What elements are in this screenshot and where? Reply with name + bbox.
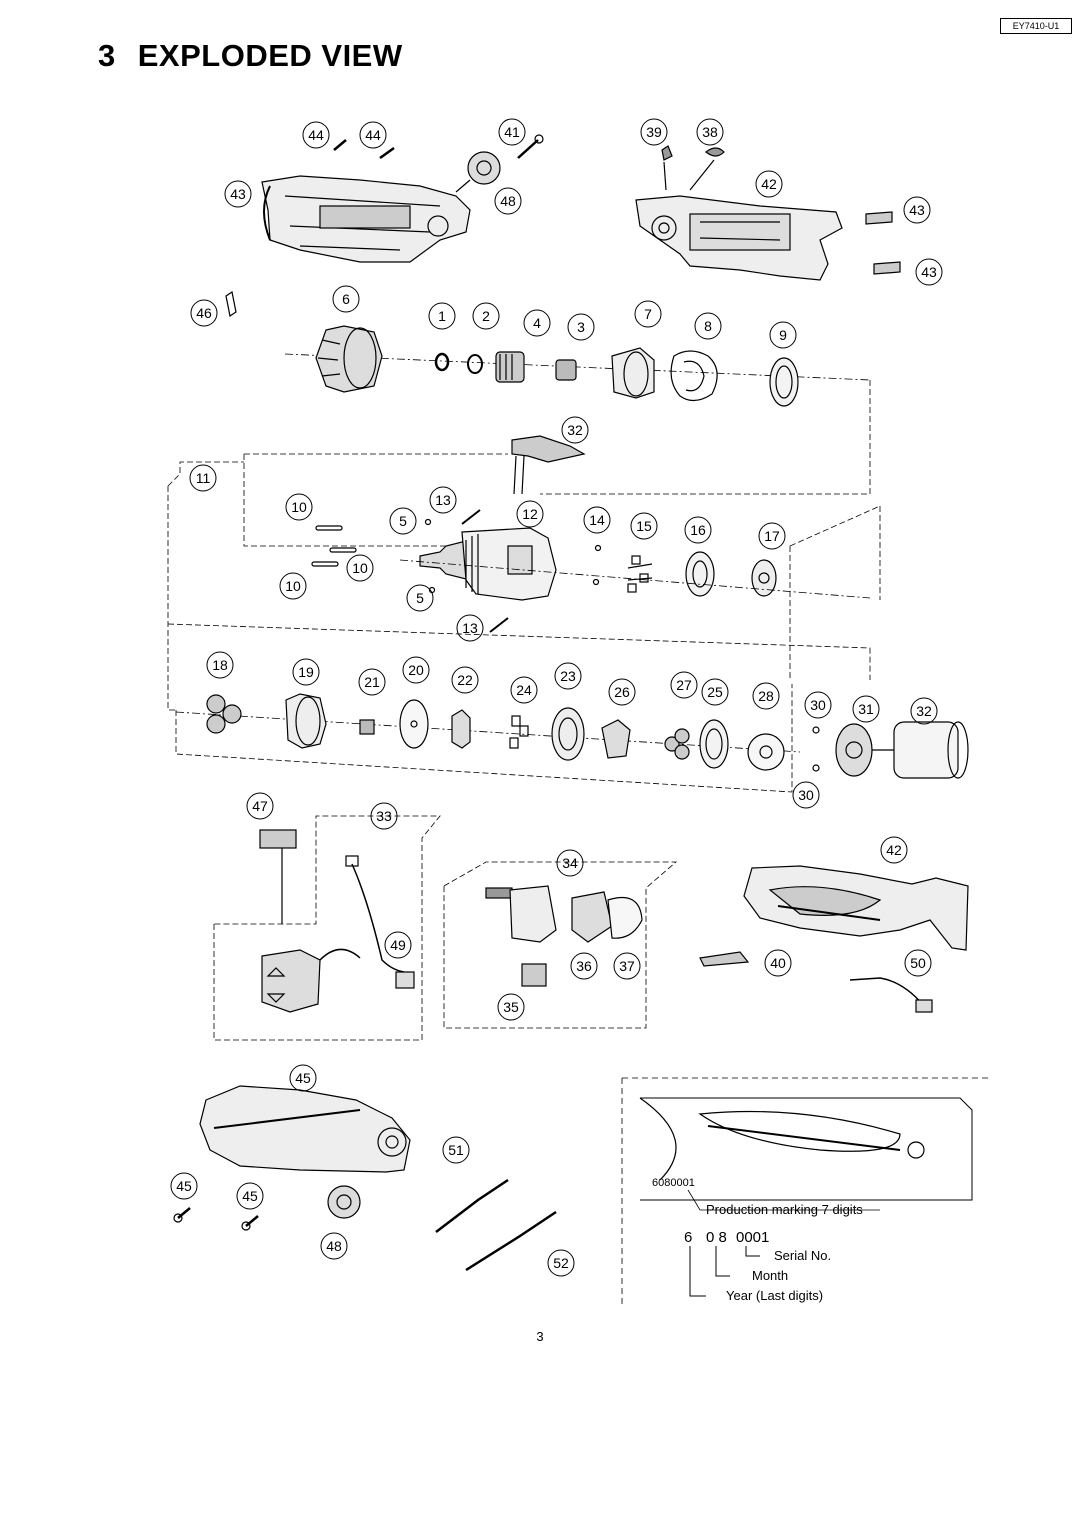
svg-text:47: 47 xyxy=(252,798,268,814)
callout xyxy=(685,517,711,543)
svg-text:45: 45 xyxy=(176,1178,192,1194)
svg-text:17: 17 xyxy=(764,528,780,544)
svg-text:43: 43 xyxy=(909,202,925,218)
callout xyxy=(557,850,583,876)
svg-text:13: 13 xyxy=(435,492,451,508)
callout xyxy=(495,188,521,214)
callout xyxy=(562,417,588,443)
svg-text:5: 5 xyxy=(399,513,407,529)
production-marking-legend xyxy=(652,1177,863,1303)
svg-text:34: 34 xyxy=(562,855,578,871)
svg-text:19: 19 xyxy=(298,664,314,680)
callout xyxy=(765,950,791,976)
callout xyxy=(524,310,550,336)
svg-text:25: 25 xyxy=(707,684,723,700)
switch-assembly-parts xyxy=(214,816,440,1040)
svg-text:13: 13 xyxy=(462,620,478,636)
callout xyxy=(452,667,478,693)
callout xyxy=(225,181,251,207)
callout xyxy=(347,555,373,581)
svg-text:44: 44 xyxy=(365,127,381,143)
production-marking-title: Production marking 7 digits xyxy=(706,1202,863,1217)
callout xyxy=(631,513,657,539)
callout xyxy=(385,932,411,958)
callout xyxy=(473,303,499,329)
callout xyxy=(881,837,907,863)
housing-bottom-part xyxy=(174,1086,556,1270)
callout xyxy=(403,657,429,683)
label-month: Month xyxy=(752,1268,789,1283)
svg-text:16: 16 xyxy=(690,522,706,538)
svg-text:42: 42 xyxy=(886,842,902,858)
callout xyxy=(635,301,661,327)
callout xyxy=(359,669,385,695)
svg-text:48: 48 xyxy=(500,193,516,209)
callout xyxy=(904,197,930,223)
svg-text:32: 32 xyxy=(916,703,932,719)
callout xyxy=(571,953,597,979)
section-title: EXPLODED VIEW xyxy=(137,38,403,73)
svg-text:49: 49 xyxy=(390,937,406,953)
callout xyxy=(853,696,879,722)
grip-parts xyxy=(700,866,968,1012)
svg-text:6: 6 xyxy=(342,291,350,307)
callout xyxy=(443,1137,469,1163)
callout xyxy=(584,507,610,533)
svg-text:5: 5 xyxy=(416,590,424,606)
svg-text:15: 15 xyxy=(636,518,652,534)
svg-text:26: 26 xyxy=(614,684,630,700)
document-code: EY7410-U1 xyxy=(1000,18,1072,34)
digits-month: 0 8 xyxy=(706,1229,727,1246)
callout xyxy=(498,994,524,1020)
svg-text:2: 2 xyxy=(482,308,490,324)
callout xyxy=(548,1250,574,1276)
digits-year: 6 xyxy=(684,1229,693,1246)
svg-text:10: 10 xyxy=(285,578,301,594)
cap-part-48 xyxy=(456,152,500,192)
callout xyxy=(390,508,416,534)
svg-text:24: 24 xyxy=(516,682,532,698)
page-number: 3 xyxy=(536,1329,544,1344)
svg-text:8: 8 xyxy=(704,318,712,334)
callout xyxy=(290,1065,316,1091)
svg-text:3: 3 xyxy=(577,319,585,335)
callout xyxy=(333,286,359,312)
svg-text:39: 39 xyxy=(646,124,662,140)
production-marking-inset xyxy=(622,1078,990,1308)
svg-text:40: 40 xyxy=(770,955,786,971)
label-year: Year (Last digits) xyxy=(726,1288,824,1303)
callout xyxy=(916,259,942,285)
svg-text:48: 48 xyxy=(326,1238,342,1254)
svg-text:4: 4 xyxy=(533,315,541,331)
svg-text:41: 41 xyxy=(504,124,520,140)
svg-text:31: 31 xyxy=(858,701,874,717)
gear-train-parts xyxy=(168,624,968,792)
callout xyxy=(641,119,667,145)
svg-text:52: 52 xyxy=(553,1255,569,1271)
callout xyxy=(499,119,525,145)
svg-text:14: 14 xyxy=(589,512,605,528)
callout xyxy=(511,677,537,703)
callout xyxy=(614,953,640,979)
svg-text:38: 38 xyxy=(702,124,718,140)
callout xyxy=(207,652,233,678)
svg-text:43: 43 xyxy=(921,264,937,280)
callout xyxy=(756,171,782,197)
callout xyxy=(430,487,456,513)
callout xyxy=(280,573,306,599)
svg-text:22: 22 xyxy=(457,672,473,688)
callout xyxy=(371,803,397,829)
callout xyxy=(457,615,483,641)
callout xyxy=(286,494,312,520)
svg-text:18: 18 xyxy=(212,657,228,673)
svg-text:45: 45 xyxy=(242,1188,258,1204)
callout xyxy=(303,122,329,148)
callout xyxy=(697,119,723,145)
callout xyxy=(759,523,785,549)
svg-text:9: 9 xyxy=(779,327,787,343)
svg-text:23: 23 xyxy=(560,668,576,684)
callout xyxy=(171,1173,197,1199)
production-sample-code: 6080001 xyxy=(652,1177,695,1189)
callout xyxy=(702,679,728,705)
label-serial: Serial No. xyxy=(774,1248,832,1263)
svg-text:43: 43 xyxy=(230,186,246,202)
svg-text:10: 10 xyxy=(291,499,307,515)
svg-text:36: 36 xyxy=(576,958,592,974)
callout xyxy=(753,683,779,709)
callout xyxy=(517,501,543,527)
svg-text:42: 42 xyxy=(761,176,777,192)
callout xyxy=(770,322,796,348)
section-number: 3 xyxy=(98,38,116,73)
svg-text:28: 28 xyxy=(758,688,774,704)
callout xyxy=(911,698,937,724)
svg-text:50: 50 xyxy=(910,955,926,971)
svg-text:21: 21 xyxy=(364,674,380,690)
svg-text:46: 46 xyxy=(196,305,212,321)
svg-text:51: 51 xyxy=(448,1142,464,1158)
svg-text:7: 7 xyxy=(644,306,652,322)
svg-text:45: 45 xyxy=(295,1070,311,1086)
callout xyxy=(429,303,455,329)
callout xyxy=(247,793,273,819)
front-assembly-parts xyxy=(285,326,870,494)
housing-left-part xyxy=(262,176,470,262)
callout xyxy=(407,585,433,611)
svg-text:37: 37 xyxy=(619,958,635,974)
svg-text:27: 27 xyxy=(676,677,692,693)
callout xyxy=(793,782,819,808)
svg-text:10: 10 xyxy=(352,560,368,576)
callout xyxy=(905,950,931,976)
callout xyxy=(695,313,721,339)
callout xyxy=(237,1183,263,1209)
callout xyxy=(360,122,386,148)
circuit-assembly-parts xyxy=(444,862,676,1028)
drive-assembly-parts xyxy=(168,436,880,710)
svg-text:32: 32 xyxy=(567,422,583,438)
svg-text:1: 1 xyxy=(438,308,446,324)
callout xyxy=(568,314,594,340)
svg-text:44: 44 xyxy=(308,127,324,143)
svg-text:30: 30 xyxy=(798,787,814,803)
callout xyxy=(805,692,831,718)
digits-serial: 0001 xyxy=(736,1229,770,1246)
callout xyxy=(190,465,216,491)
svg-text:11: 11 xyxy=(195,470,211,486)
callout xyxy=(293,659,319,685)
callout xyxy=(609,679,635,705)
callout xyxy=(321,1233,347,1259)
svg-text:12: 12 xyxy=(522,506,538,522)
callout xyxy=(555,663,581,689)
svg-text:33: 33 xyxy=(376,808,392,824)
svg-text:20: 20 xyxy=(408,662,424,678)
svg-text:30: 30 xyxy=(810,697,826,713)
callout xyxy=(191,300,217,326)
callout xyxy=(671,672,697,698)
svg-text:35: 35 xyxy=(503,999,519,1015)
callout xyxy=(0,0,16,3)
